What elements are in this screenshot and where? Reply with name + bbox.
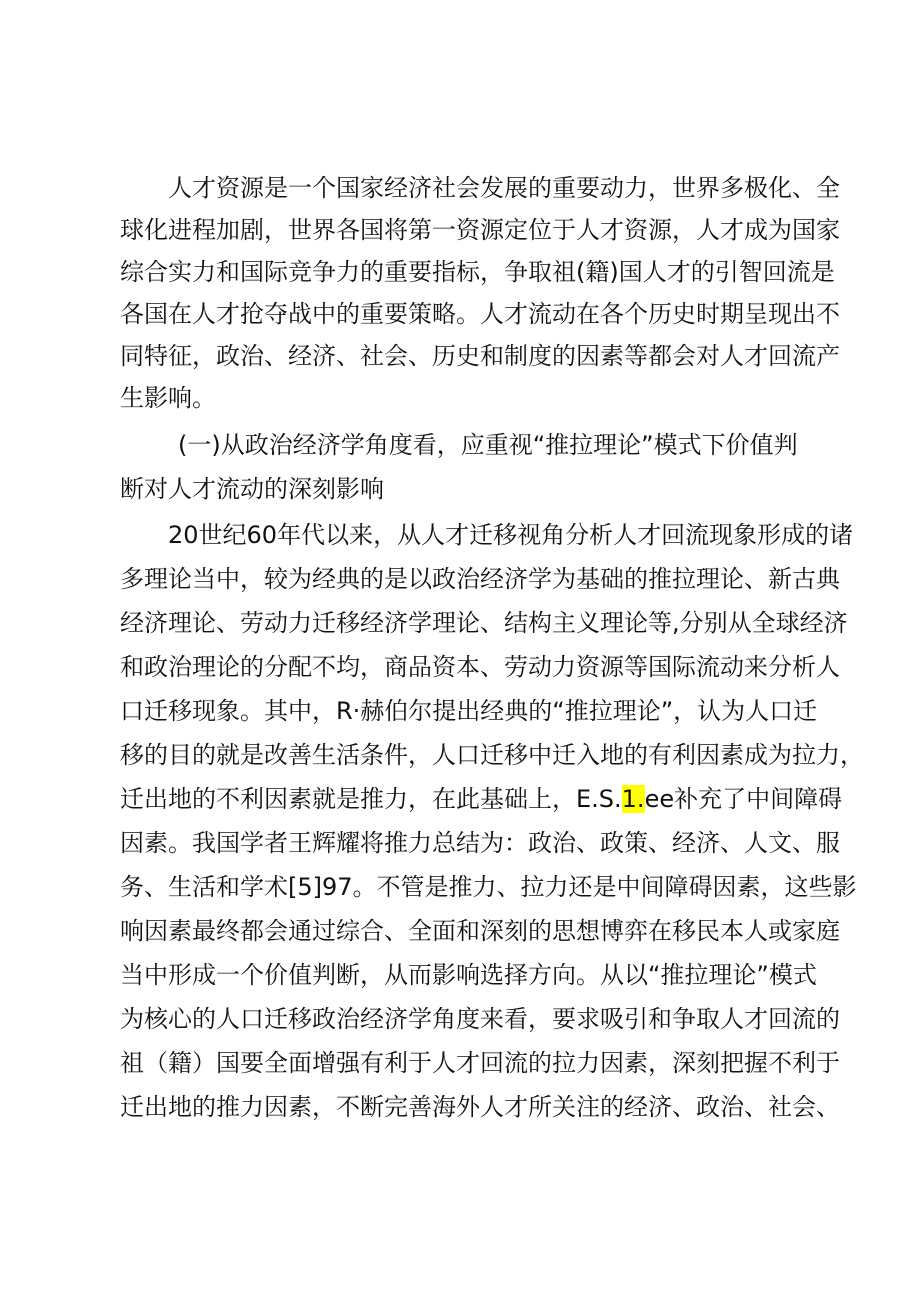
- text-line: 20世纪60年代以来，从人才迁移视角分析人才回流现象形成的诸: [168, 521, 854, 549]
- text-line: 响因素最终都会通过综合、全面和深刻的思想博弈在移民本人或家庭: [120, 917, 840, 945]
- text-line: 各国在人才抢夺战中的重要策略。人才流动在各个历史时期呈现出不: [120, 300, 840, 328]
- heading-line: (一)从政治经济学角度看，应重视“推拉理论”模式下价值判: [178, 431, 798, 459]
- text-line: 当中形成一个价值判断，从而影响选择方向。从以“推拉理论”模式: [120, 961, 817, 989]
- text-line: 同特征，政治、经济、社会、历史和制度的因素等都会对人才回流产: [120, 342, 840, 370]
- text-line: 口迁移现象。其中，R·赫伯尔提出经典的“推拉理论”，认为人口迁: [120, 697, 818, 725]
- highlighted-text: 1.: [621, 785, 645, 813]
- text-line: 人才资源是一个国家经济社会发展的重要动力，世界多极化、全: [168, 174, 840, 202]
- text-line: [120, 779, 842, 819]
- text-segment: 迁出地的不利因素就是推力，在此基础上，E.S.: [120, 785, 622, 813]
- text-line: 球化进程加剧，世界各国将第一资源定位于人才资源，人才成为国家: [120, 216, 840, 244]
- text-line: 因素。我国学者王辉耀将推力总结为：政治、政策、经济、人文、服: [120, 829, 840, 857]
- text-line: 务、生活和学术[5]97。不管是推力、拉力还是中间障碍因素，这些影: [120, 873, 857, 901]
- text-line: 经济理论、劳动力迁移经济学理论、结构主义理论等,分别从全球经济: [120, 609, 848, 637]
- text-line: 多理论当中，较为经典的是以政治经济学为基础的推拉理论、新古典: [120, 565, 840, 593]
- text-line: 生影响。: [120, 384, 216, 412]
- heading-line: 断对人才流动的深刻影响: [120, 475, 384, 503]
- text-line: 迁出地的推力因素，不断完善海外人才所关注的经济、政治、社会、: [120, 1093, 840, 1121]
- text-line: 移的目的就是改善生活条件，人口迁移中迁入地的有利因素成为拉力，: [120, 741, 864, 769]
- text-line: 为核心的人口迁移政治经济学角度来看，要求吸引和争取人才回流的: [120, 1005, 840, 1033]
- text-line: 综合实力和国际竞争力的重要指标，争取祖(籍)国人才的引智回流是: [120, 258, 835, 286]
- text-line: 和政治理论的分配不均，商品资本、劳动力资源等国际流动来分析人: [120, 653, 840, 681]
- text-line: 祖（籍）国要全面增强有利于人才回流的拉力因素，深刻把握不利于: [120, 1049, 840, 1077]
- text-segment: ee补充了中间障碍: [644, 785, 843, 813]
